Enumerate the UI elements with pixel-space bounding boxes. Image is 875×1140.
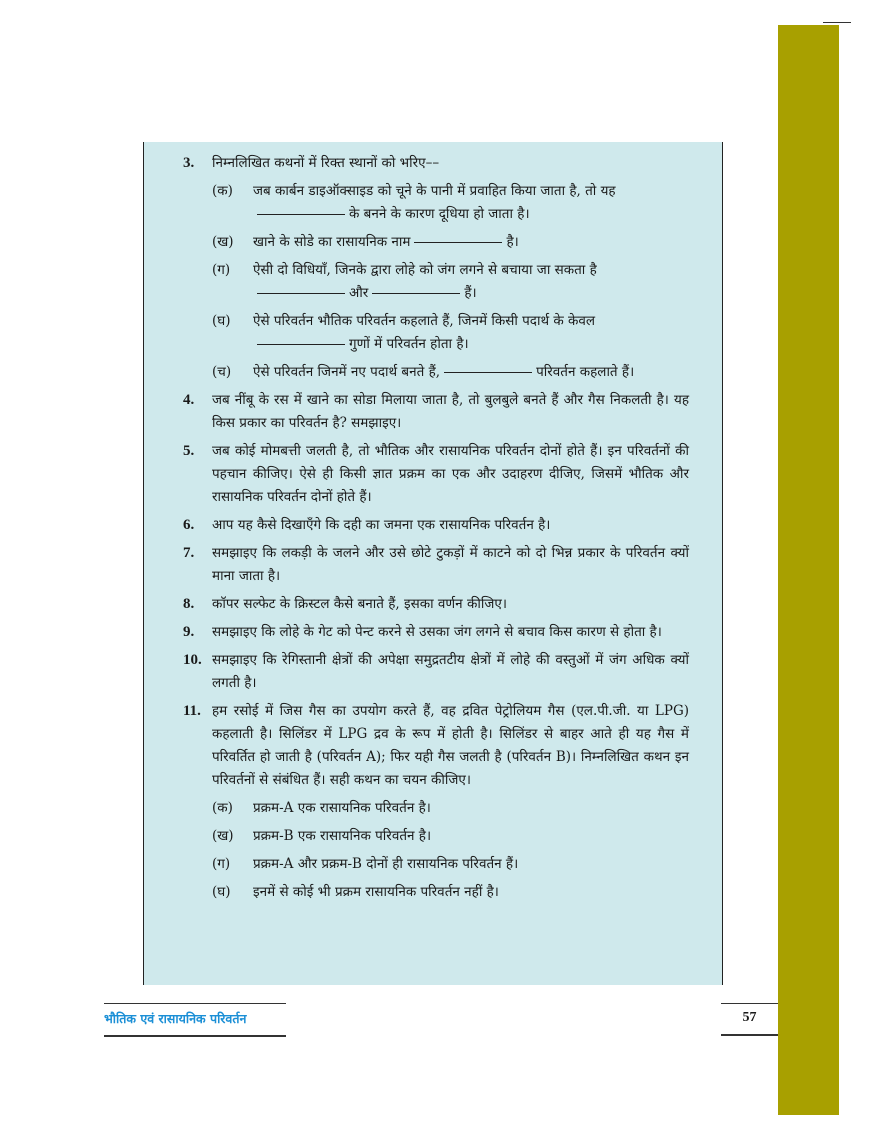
sub-text: जब कार्बन डाइऑक्साइड को चूने के पानी में प्रवाहित किया जाता है, तो यह [253, 183, 616, 199]
question-6 [183, 514, 689, 537]
question-number: 7. [183, 545, 195, 561]
sub-text: ऐसे परिवर्तन भौतिक परिवर्तन कहलाते हैं, जिनमें किसी पदार्थ के केवल [253, 313, 596, 329]
option-kha [212, 825, 689, 848]
question-number: 6. [183, 517, 195, 533]
question-text: जब कोई मोमबत्ती जलती है, तो भौतिक और रासायनिक परिवर्तन दोनों होते हैं। इन परिवर्तनों की पहचान कीजिए। ऐसे ही किसी ज्ञात प्रक्रम का एक और उदाहरण दीजिए, जिसमें भौतिक और रासायनिक परिवर्तन दोनों होते हैं। [212, 443, 689, 505]
option-text: प्रक्रम-B एक रासायनिक परिवर्तन है। [253, 828, 432, 844]
option-text: प्रक्रम-A एक रासायनिक परिवर्तन है। [253, 800, 431, 816]
sub-item-cha [212, 361, 689, 384]
option-marker: (घ) [212, 884, 231, 900]
sub-item-ga [212, 259, 689, 305]
question-number: 9. [183, 624, 195, 640]
option-marker: (ख) [212, 828, 234, 844]
sub-text-end: गुणों में परिवर्तन होता है। [349, 336, 469, 352]
sub-item-ka [212, 180, 689, 226]
sub-text: खाने के सोडे का रासायनिक नाम [253, 234, 411, 250]
question-text: समझाइए कि रेगिस्तानी क्षेत्रों की अपेक्षा समुद्रतटीय क्षेत्रों में लोहे की वस्तुओं में जंग अधिक क्यों लगती है। [212, 652, 689, 691]
question-9 [183, 621, 689, 644]
option-marker: (ग) [212, 856, 231, 872]
sub-marker: (घ) [212, 313, 231, 329]
sub-marker: (क) [212, 183, 233, 199]
fill-blank [257, 214, 345, 215]
question-number: 11. [183, 703, 201, 719]
option-ka [212, 797, 689, 820]
question-number: 10. [183, 652, 202, 668]
sub-marker: (च) [212, 364, 232, 380]
sub-item-gha [212, 310, 689, 356]
option-text: प्रक्रम-A और प्रक्रम-B दोनों ही रासायनिक परिवर्तन हैं। [253, 856, 519, 872]
sub-marker: (ख) [212, 234, 234, 250]
exercise-questions [183, 152, 689, 909]
question-8 [183, 593, 689, 616]
option-text: इनमें से कोई भी प्रक्रम रासायनिक परिवर्तन नहीं है। [253, 884, 499, 900]
question-4 [183, 389, 689, 435]
chapter-title: भौतिक एवं रासायनिक परिवर्तन [104, 1003, 286, 1037]
question-number: 4. [183, 392, 195, 408]
fill-blank [257, 293, 345, 294]
corner-rule [823, 22, 851, 23]
question-7 [183, 542, 689, 588]
side-color-bar [778, 25, 839, 1115]
fill-blank [444, 372, 532, 373]
page-number: 57 [721, 1003, 778, 1036]
sub-item-kha [212, 231, 689, 254]
question-text: हम रसोई में जिस गैस का उपयोग करते हैं, वह द्रवित पेट्रोलियम गैस (एल.पी.जी. या LPG) कहलाती है। सिलिंडर में LPG द्रव के रूप में होती है। सिलिंडर से बाहर आते ही यह गैस में परिवर्तित हो जाती है (परिवर्तन A); फिर यही गैस जलती है (परिवर्तन B)। निम्नलिखित कथन इन परिवर्तनों से संबंधित हैं। सही कथन का चयन कीजिए। [212, 703, 689, 788]
question-10 [183, 649, 689, 695]
sub-text: ऐसी दो विधियाँ, जिनके द्वारा लोहे को जंग लगने से बचाया जा सकता है [253, 262, 597, 278]
option-marker: (क) [212, 800, 233, 816]
question-11 [183, 700, 689, 904]
question-number: 3. [183, 155, 195, 171]
option-ga [212, 853, 689, 876]
fill-blank [257, 344, 345, 345]
sub-text: ऐसे परिवर्तन जिनमें नए पदार्थ बनते हैं, [253, 364, 441, 380]
sub-text-mid: और [349, 285, 369, 301]
question-number: 5. [183, 443, 195, 459]
question-3 [183, 152, 689, 384]
question-text: कॉपर सल्फेट के क्रिस्टल कैसे बनाते हैं, इसका वर्णन कीजिए। [212, 596, 507, 612]
question-number: 8. [183, 596, 195, 612]
sub-marker: (ग) [212, 262, 231, 278]
option-gha [212, 881, 689, 904]
question-text: समझाइए कि लकड़ी के जलने और उसे छोटे टुकड़ों में काटने को दो भिन्न प्रकार के परिवर्तन क्यों माना जाता है। [212, 545, 689, 584]
fill-blank [372, 293, 460, 294]
fill-blank [414, 242, 502, 243]
question-5 [183, 440, 689, 509]
sub-text-end: है। [506, 234, 519, 250]
sub-text-end: हैं। [464, 285, 477, 301]
question-text: जब नींबू के रस में खाने का सोडा मिलाया जाता है, तो बुलबुले बनते हैं और गैस निकलती है। यह किस प्रकार का परिवर्तन है? समझाइए। [212, 392, 689, 431]
question-text: निम्नलिखित कथनों में रिक्त स्थानों को भरिए–– [212, 155, 440, 171]
question-text: आप यह कैसे दिखाएँगे कि दही का जमना एक रासायनिक परिवर्तन है। [212, 517, 551, 533]
sub-text-end: के बनने के कारण दूधिया हो जाता है। [349, 206, 530, 222]
question-text: समझाइए कि लोहे के गेट को पेन्ट करने से उसका जंग लगने से बचाव किस कारण से होता है। [212, 624, 662, 640]
sub-text-end: परिवर्तन कहलाते हैं। [536, 364, 635, 380]
